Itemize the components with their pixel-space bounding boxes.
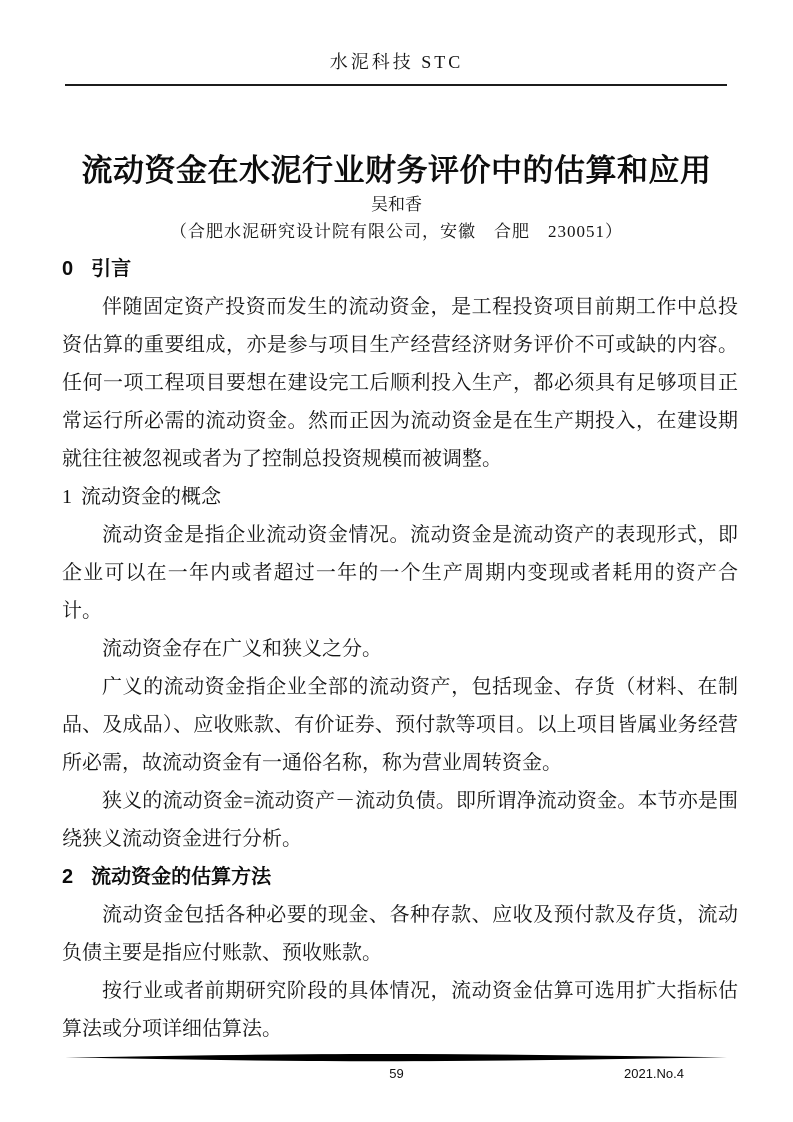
paragraph: 广义的流动资金指企业全部的流动资产，包括现金、存货（材料、在制品、及成品）、应收账款、有价证券、预付款等项目。以上项目皆属业务经营所必需，故流动资金有一通俗名称，称为营业周转资金。 xyxy=(62,676,738,774)
journal-header: 水泥科技 STC xyxy=(329,52,464,72)
paragraph: 流动资金是指企业流动资金情况。流动资金是流动资产的表现形式，即企业可以在一年内或者超过一年的一个生产周期内变现或者耗用的资产合计。 xyxy=(62,524,738,622)
paragraph: 流动资金包括各种必要的现金、各种存款、应收及预付款及存货，流动负债主要是指应付账款、预收账款。 xyxy=(62,904,738,964)
paragraph: 狭义的流动资金=流动资产－流动负债。即所谓净流动资金。本节亦是围绕狭义流动资金进行分析。 xyxy=(62,790,738,850)
header-divider xyxy=(65,84,727,86)
article-body xyxy=(62,250,738,1048)
author-name: 吴和香 xyxy=(371,195,422,214)
section-number: 1 xyxy=(62,486,72,508)
page-number: 59 xyxy=(389,1066,404,1081)
issue-number: 2021.No.4 xyxy=(624,1066,684,1081)
section-title: 流动资金的估算方法 xyxy=(91,866,272,888)
article-title: 流动资金在水泥行业财务评价中的估算和应用 xyxy=(81,152,712,188)
section-number: 0 xyxy=(62,258,74,280)
section-heading-1 xyxy=(62,482,738,512)
paragraph: 按行业或者前期研究阶段的具体情况，流动资金估算可选用扩大指标估算法或分项详细估算法。 xyxy=(62,980,738,1040)
section-title: 引言 xyxy=(91,258,132,280)
footer-divider xyxy=(65,1053,727,1062)
section-heading-0 xyxy=(62,254,738,284)
author-affiliation: （合肥水泥研究设计院有限公司，安徽 合肥 230051） xyxy=(170,222,623,241)
paragraph: 伴随固定资产投资而发生的流动资金，是工程投资项目前期工作中总投资估算的重要组成，亦是参与项目生产经营经济财务评价不可或缺的内容。任何一项工程项目要想在建设完工后顺利投入生产，都必须具有足够项目正常运行所必需的流动资金。然而正因为流动资金是在生产期投入，在建设期就往往被忽视或者为了控制总投资规模而被调整。 xyxy=(62,296,738,470)
section-heading-2 xyxy=(62,862,738,892)
section-title: 流动资金的概念 xyxy=(81,486,221,508)
paragraph: 流动资金存在广义和狭义之分。 xyxy=(102,638,382,660)
section-number: 2 xyxy=(62,866,74,888)
